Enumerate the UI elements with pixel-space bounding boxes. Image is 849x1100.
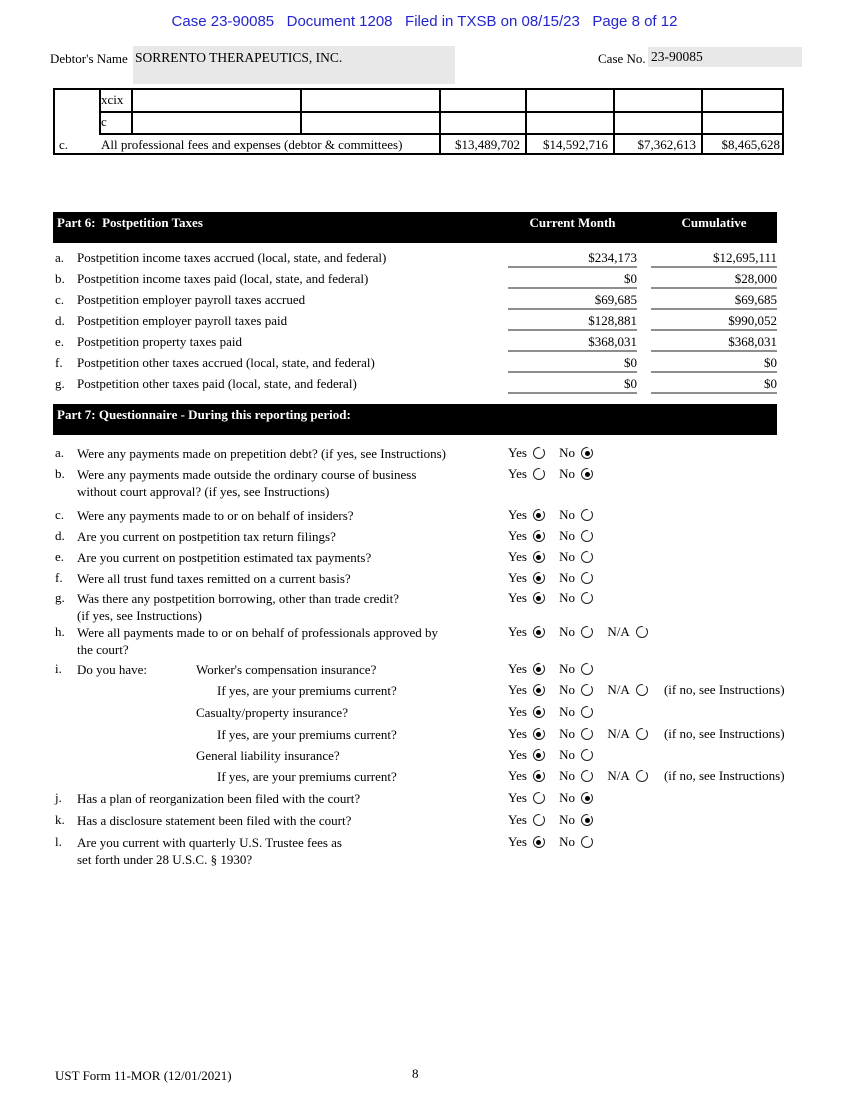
question-prefix: Do you have: — [77, 662, 148, 677]
row-letter: f. — [55, 355, 63, 370]
answer-options — [508, 507, 604, 523]
tax-row — [53, 376, 777, 397]
question-letter: d. — [55, 528, 65, 543]
no-radio[interactable] — [581, 706, 593, 718]
no-label: No — [559, 790, 576, 805]
question-text: Has a plan of reorganization been filed with the court? — [77, 791, 361, 806]
question-text: Has a disclosure statement been filed with the court? — [77, 813, 352, 828]
yes-radio[interactable] — [533, 792, 545, 804]
yes-radio[interactable] — [533, 509, 545, 521]
summary-row-label: All professional fees and expenses (debtor & committees) — [101, 137, 403, 152]
yes-radio[interactable] — [533, 706, 545, 718]
no-label: No — [559, 549, 576, 564]
part6-cumulative-header: Cumulative — [681, 215, 747, 230]
yes-label: Yes — [508, 834, 527, 849]
question-text: Casualty/property insurance? — [196, 705, 348, 720]
yes-label: Yes — [508, 747, 527, 762]
no-radio[interactable] — [581, 592, 593, 604]
no-radio[interactable] — [581, 770, 593, 782]
current-month-value[interactable]: $234,173 — [508, 250, 637, 268]
answer-options — [508, 661, 604, 677]
question-text: If yes, are your premiums current? — [217, 769, 397, 784]
question-letter: b. — [55, 466, 65, 481]
yes-label: Yes — [508, 726, 527, 741]
no-label: No — [559, 661, 576, 676]
answer-options — [508, 445, 604, 461]
cumulative-value[interactable]: $990,052 — [651, 313, 777, 331]
row-label: Postpetition income taxes paid (local, state, and federal) — [77, 271, 369, 286]
no-label: No — [559, 624, 576, 639]
no-radio[interactable] — [581, 551, 593, 563]
question-text: Were any payments made to or on behalf of insiders? — [77, 508, 354, 523]
no-label: No — [559, 507, 576, 522]
answer-options — [508, 528, 604, 544]
cumulative-value[interactable]: $28,000 — [651, 271, 777, 289]
yes-label: Yes — [508, 624, 527, 639]
summary-value-2: $14,592,716 — [543, 137, 608, 152]
yes-label: Yes — [508, 704, 527, 719]
table-grid-line — [701, 90, 703, 153]
yes-label: Yes — [508, 682, 527, 697]
yes-label: Yes — [508, 549, 527, 564]
question-letter: f. — [55, 570, 63, 585]
yes-radio[interactable] — [533, 728, 545, 740]
question-text: If yes, are your premiums current? — [217, 727, 397, 742]
no-label: No — [559, 704, 576, 719]
na-label: N/A — [607, 624, 630, 639]
yes-radio[interactable] — [533, 836, 545, 848]
question-text: Worker's compensation insurance? — [196, 662, 377, 677]
row-label: Postpetition employer payroll taxes accrued — [77, 292, 306, 307]
no-radio[interactable] — [581, 626, 593, 638]
yes-label: Yes — [508, 812, 527, 827]
no-label: No — [559, 812, 576, 827]
question-text: without court approval? (if yes, see Instructions) — [77, 484, 330, 499]
no-label: No — [559, 726, 576, 741]
question-text: Were all trust fund taxes remitted on a current basis? — [77, 571, 351, 586]
question-letter: e. — [55, 549, 65, 564]
question-text: General liability insurance? — [196, 748, 340, 763]
conditional-note: (if no, see Instructions) — [663, 682, 785, 697]
row-letter: b. — [55, 271, 65, 286]
yes-label: Yes — [508, 590, 527, 605]
no-radio[interactable] — [581, 814, 593, 826]
question-text: the court? — [77, 642, 129, 657]
yes-radio[interactable] — [533, 468, 545, 480]
yes-radio[interactable] — [533, 572, 545, 584]
question-text: Was there any postpetition borrowing, other than trade credit? — [77, 591, 400, 606]
current-month-value[interactable]: $0 — [508, 355, 637, 373]
table-grid-line — [525, 90, 527, 153]
case-number-field[interactable]: 23-90085 — [648, 47, 802, 67]
row-label: Postpetition employer payroll taxes paid — [77, 313, 288, 328]
row-label: Postpetition other taxes paid (local, state, and federal) — [77, 376, 357, 391]
yes-label: Yes — [508, 466, 527, 481]
yes-label: Yes — [508, 661, 527, 676]
yes-radio[interactable] — [533, 814, 545, 826]
question-text: Were all payments made to or on behalf of professionals approved by — [77, 625, 439, 640]
question-text: Are you current on postpetition tax return filings? — [77, 529, 336, 544]
summary-value-1: $13,489,702 — [455, 137, 520, 152]
yes-label: Yes — [508, 790, 527, 805]
row-letter: c. — [55, 292, 65, 307]
yes-label: Yes — [508, 445, 527, 460]
no-label: No — [559, 768, 576, 783]
table-row-label: c — [101, 114, 107, 129]
cumulative-value[interactable]: $368,031 — [651, 334, 777, 352]
conditional-note: (if no, see Instructions) — [663, 726, 785, 741]
yes-radio[interactable] — [533, 592, 545, 604]
na-label: N/A — [607, 726, 630, 741]
na-radio[interactable] — [636, 626, 648, 638]
question-letter: l. — [55, 834, 62, 849]
no-label: No — [559, 445, 576, 460]
no-label: No — [559, 570, 576, 585]
answer-options — [508, 466, 604, 482]
form-identifier: UST Form 11-MOR (12/01/2021) — [55, 1068, 232, 1083]
page-number: 8 — [412, 1066, 419, 1081]
cumulative-value[interactable]: $0 — [651, 355, 777, 373]
tax-row — [53, 355, 777, 376]
yes-radio[interactable] — [533, 663, 545, 675]
yes-label: Yes — [508, 507, 527, 522]
yes-label: Yes — [508, 768, 527, 783]
no-radio[interactable] — [581, 749, 593, 761]
row-label: Postpetition property taxes paid — [77, 334, 243, 349]
answer-options — [508, 590, 604, 606]
case-number-label: Case No. — [598, 51, 646, 66]
no-radio[interactable] — [581, 684, 593, 696]
tax-row — [53, 313, 777, 334]
no-label: No — [559, 834, 576, 849]
question-text: Are you current with quarterly U.S. Trustee fees as — [77, 835, 342, 850]
conditional-note: (if no, see Instructions) — [663, 768, 785, 783]
question-text: Were any payments made on prepetition debt? (if yes, see Instructions) — [77, 446, 446, 461]
professional-fees-table — [53, 88, 784, 155]
summary-value-4: $8,465,628 — [721, 137, 780, 152]
yes-label: Yes — [508, 528, 527, 543]
part6-title: Part 6: Postpetition Taxes — [57, 215, 203, 230]
no-radio[interactable] — [581, 468, 593, 480]
row-letter: d. — [55, 313, 65, 328]
cumulative-value[interactable]: $69,685 — [651, 292, 777, 310]
yes-radio[interactable] — [533, 684, 545, 696]
no-label: No — [559, 528, 576, 543]
no-radio[interactable] — [581, 572, 593, 584]
yes-radio[interactable] — [533, 530, 545, 542]
current-month-value[interactable]: $0 — [508, 271, 637, 289]
current-month-value[interactable]: $69,685 — [508, 292, 637, 310]
question-letter: i. — [55, 661, 62, 676]
table-row-label: xcix — [101, 92, 124, 107]
question-letter: a. — [55, 445, 65, 460]
answer-options — [508, 768, 785, 784]
question-text: If yes, are your premiums current? — [217, 683, 397, 698]
question-text: Are you current on postpetition estimated tax payments? — [77, 550, 372, 565]
tax-row — [53, 271, 777, 292]
na-radio[interactable] — [636, 770, 648, 782]
question-text: set forth under 28 U.S.C. § 1930? — [77, 852, 253, 867]
answer-options — [508, 726, 785, 742]
row-letter: a. — [55, 250, 65, 265]
answer-options — [508, 624, 659, 640]
court-filing-stamp: Case 23-90085 Document 1208 Filed in TXSB on 08/15/23 Page 8 of 12 — [171, 13, 678, 30]
table-grid-line — [99, 111, 782, 113]
question-letter: c. — [55, 507, 65, 522]
current-month-value[interactable]: $368,031 — [508, 334, 637, 352]
answer-options — [508, 549, 604, 565]
question-letter: h. — [55, 624, 65, 639]
table-grid-line — [99, 133, 782, 135]
no-radio[interactable] — [581, 447, 593, 459]
no-radio[interactable] — [581, 530, 593, 542]
answer-options — [508, 747, 604, 763]
summary-value-3: $7,362,613 — [637, 137, 696, 152]
question-letter: k. — [55, 812, 65, 827]
current-month-value[interactable]: $128,881 — [508, 313, 637, 331]
debtor-name-field[interactable]: SORRENTO THERAPEUTICS, INC. — [133, 46, 455, 84]
no-label: No — [559, 590, 576, 605]
part7-header-bar — [53, 404, 777, 435]
yes-label: Yes — [508, 570, 527, 585]
row-label: Postpetition income taxes accrued (local, state, and federal) — [77, 250, 387, 265]
row-label: Postpetition other taxes accrued (local, state, and federal) — [77, 355, 375, 370]
na-label: N/A — [607, 768, 630, 783]
question-text: Were any payments made outside the ordinary course of business — [77, 467, 417, 482]
na-radio[interactable] — [636, 684, 648, 696]
question-text: (if yes, see Instructions) — [77, 608, 202, 623]
na-radio[interactable] — [636, 728, 648, 740]
no-label: No — [559, 466, 576, 481]
no-radio[interactable] — [581, 509, 593, 521]
no-label: No — [559, 682, 576, 697]
question-letter: j. — [55, 790, 62, 805]
part6-header-bar — [53, 212, 777, 243]
summary-row-letter: c. — [59, 137, 69, 152]
no-radio[interactable] — [581, 792, 593, 804]
answer-options — [508, 834, 604, 850]
debtor-name-label: Debtor's Name — [50, 51, 128, 66]
no-radio[interactable] — [581, 836, 593, 848]
table-grid-line — [613, 90, 615, 153]
part7-title: Part 7: Questionnaire - During this reporting period: — [57, 407, 351, 422]
row-letter: g. — [55, 376, 65, 391]
na-label: N/A — [607, 682, 630, 697]
yes-radio[interactable] — [533, 770, 545, 782]
row-letter: e. — [55, 334, 65, 349]
question-letter: g. — [55, 590, 65, 605]
yes-radio[interactable] — [533, 447, 545, 459]
yes-radio[interactable] — [533, 749, 545, 761]
no-label: No — [559, 747, 576, 762]
table-grid-line — [439, 90, 441, 153]
answer-options — [508, 812, 604, 828]
tax-row — [53, 334, 777, 355]
part6-current-month-header: Current Month — [529, 215, 616, 230]
answer-options — [508, 570, 604, 586]
current-month-value[interactable]: $0 — [508, 376, 637, 394]
answer-options — [508, 682, 785, 698]
yes-radio[interactable] — [533, 626, 545, 638]
tax-row — [53, 250, 777, 271]
answer-options — [508, 790, 604, 806]
yes-radio[interactable] — [533, 551, 545, 563]
tax-row — [53, 292, 777, 313]
cumulative-value[interactable]: $12,695,111 — [651, 250, 777, 268]
cumulative-value[interactable]: $0 — [651, 376, 777, 394]
no-radio[interactable] — [581, 663, 593, 675]
answer-options — [508, 704, 604, 720]
no-radio[interactable] — [581, 728, 593, 740]
